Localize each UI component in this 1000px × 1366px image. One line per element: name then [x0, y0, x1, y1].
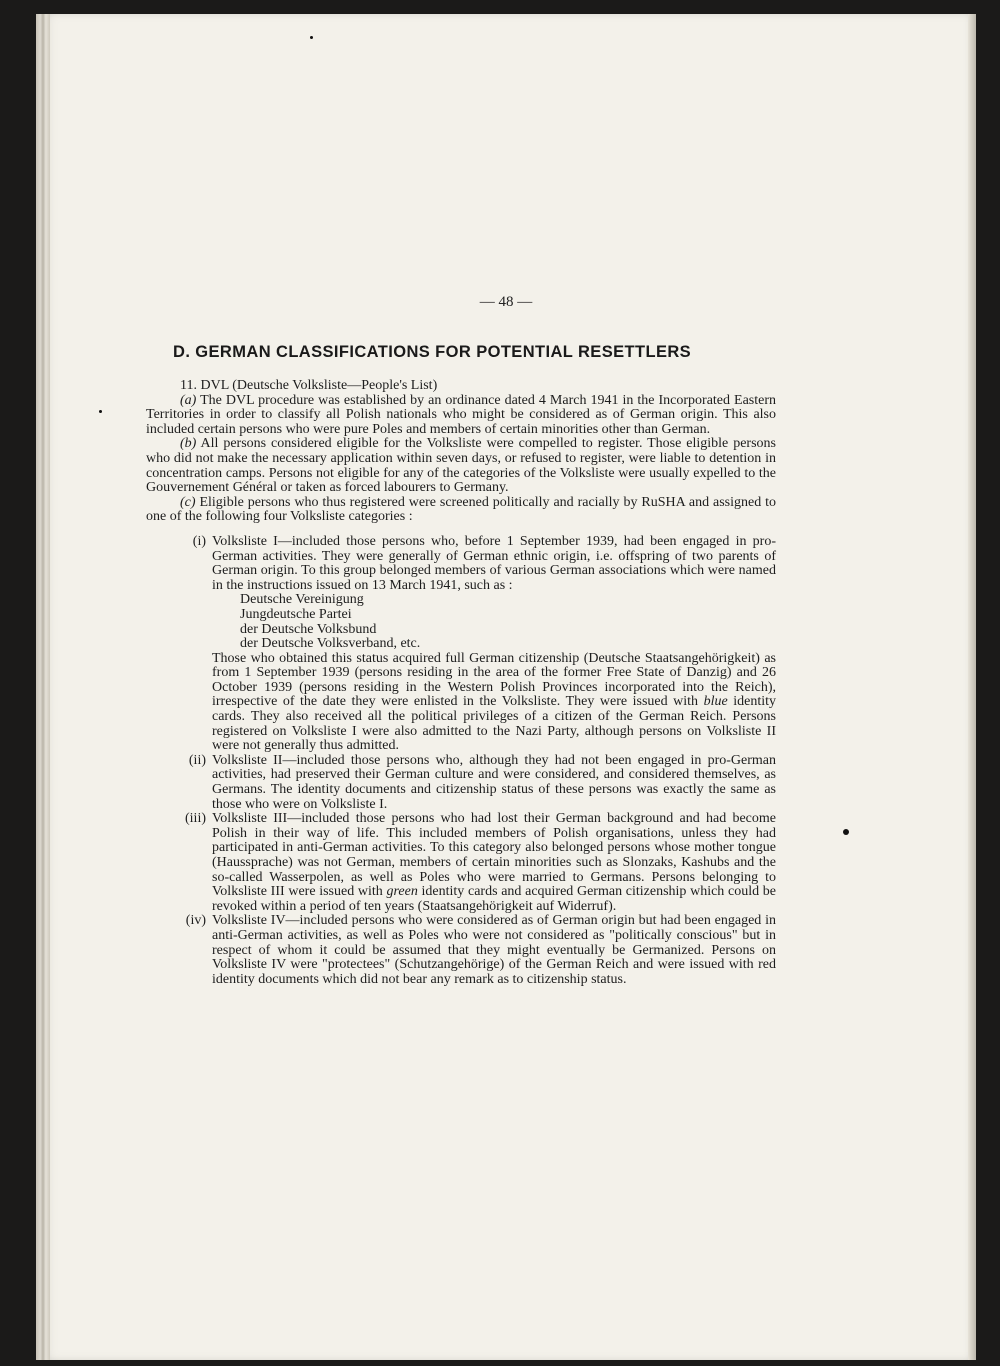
category-iii-text-a: Volksliste III—included those persons who had lost their German background and had become Polish in their way of life. This included members of Polish organisations, unless they had participated in anti-German activities. To this category also belonged persons whose mother tongue (Haussprache) was not German, members of certain minorities such as Slonzaks, Kashubs and the so-called Wasserpolen, as well as Poles who were married to Germans. Persons belonging to Volksliste III were issued with: [212, 811, 776, 900]
organisation-item: Jungdeutsche Partei: [240, 606, 352, 622]
category-i-citizenship-text: [212, 652, 776, 754]
page-number: — 48 —: [479, 294, 533, 310]
organisation-item: Deutsche Vereinigung: [240, 592, 364, 608]
category-i: [146, 535, 776, 754]
category-i-intro: Volksliste I—included those persons who, before 1 September 1939, had been engaged in pro-German activities. They were generally of German ethnic origin, i.e. offspring of two parents of German origin. To this group belonged members of various German associations which were named in the instructions issued on 13 March 1941, such as :: [212, 533, 776, 593]
subsection-number: 11.: [180, 378, 197, 393]
paragraph-a-text: The DVL procedure was established by an ordinance dated 4 March 1941 in the Incorporated Eastern Territories in order to classify all Polish nationals who might be considered as of German origin. This also included certain persons who were pure Poles and members of certain minorities other than German.: [146, 392, 777, 437]
paragraph-b-text: All persons considered eligible for the Volksliste were compelled to register. Those eligible persons who did not make the necessary application within seven days, or refused to register, were liable to detention in concentration camps. Persons not eligible for any of the categories of the Volksliste were usually expelled to the Gouvernement Général or taken as forced labourers to Germany.: [146, 436, 776, 496]
green-card-word: green: [386, 884, 418, 900]
ink-speck: [99, 410, 102, 413]
section-heading: D. GERMAN CLASSIFICATIONS FOR POTENTIAL RESETTLERS: [173, 343, 692, 361]
category-ii: [146, 754, 776, 812]
paragraph-a-label: (a): [180, 392, 197, 408]
organisation-item: der Deutsche Volksbund: [240, 621, 377, 637]
page-edge: [968, 14, 976, 1360]
page-binding: [36, 14, 50, 1360]
category-iv: [146, 914, 776, 987]
category-iv-text: Volksliste IV—included persons who were considered as of German origin but had been engaged in anti-German activities, as well as Poles who were not considered as "politically conscious" but in respect of whom it could be assumed that they might eventually be Germanized. Persons on Volksliste IV were "protectees" (Schutzangehörige) of the German Reich and were issued with red identity documents which did not bear any remark as to citizenship status.: [212, 913, 776, 987]
ink-speck: [310, 36, 313, 39]
paragraph-c-label: (c): [180, 494, 196, 510]
organisation-item: der Deutsche Volksverband, etc.: [240, 636, 421, 652]
category-ii-text: Volksliste II—included those persons who, although they had not been engaged in pro-German activities, had preserved their German culture and were considered, and considered themselves, as Germans. The identity documents and citizenship status of these persons was exactly the same as those who were on Volksliste I.: [212, 752, 776, 812]
category-iii: [146, 812, 776, 914]
document-page: [36, 14, 976, 1360]
paragraph-b: [146, 437, 776, 495]
paragraph-c: [146, 496, 776, 525]
category-i-text-b: identity cards. They also received all the political privileges of a citizen of the German Reich. Persons registered on Volksliste I were also admitted to the Nazi Party, although persons on Volksliste II were not generally thus admitted.: [212, 694, 777, 754]
blue-card-word: blue: [703, 694, 728, 710]
category-iv-number: (iv): [185, 913, 206, 929]
category-i-number: (i): [192, 533, 206, 549]
paragraph-a: [146, 394, 776, 438]
category-iii-text-b: identity cards and acquired German citizenship which could be revoked within a period of ten years (Staatsangehörigkeit auf Widerruf).: [212, 884, 776, 914]
category-iii-text: [212, 812, 776, 914]
subsection-title: [146, 379, 776, 394]
ink-speck: [843, 829, 849, 835]
category-ii-number: (ii): [188, 752, 206, 768]
category-i-text-a: Those who obtained this status acquired full German citizenship (Deutsche Staatsangehörigkeit) as from 1 September 1939 (persons residing in the area of the former Free State of Danzig) and 26 October 1939 (persons residing in the Western Polish Provinces incorporated into the Reich), irrespective of the date they were enlisted in the Volksliste. They were issued with: [212, 650, 776, 710]
category-iii-number: (iii): [185, 811, 206, 827]
body-text: [146, 379, 776, 987]
paragraph-b-label: (b): [180, 436, 197, 452]
subsection-title-text: DVL (Deutsche Volksliste—People's List): [200, 378, 438, 393]
organisation-list: [212, 593, 776, 651]
paragraph-c-text: Eligible persons who thus registered were screened politically and racially by RuSHA and assigned to one of the following four Volksliste categories :: [146, 494, 777, 525]
